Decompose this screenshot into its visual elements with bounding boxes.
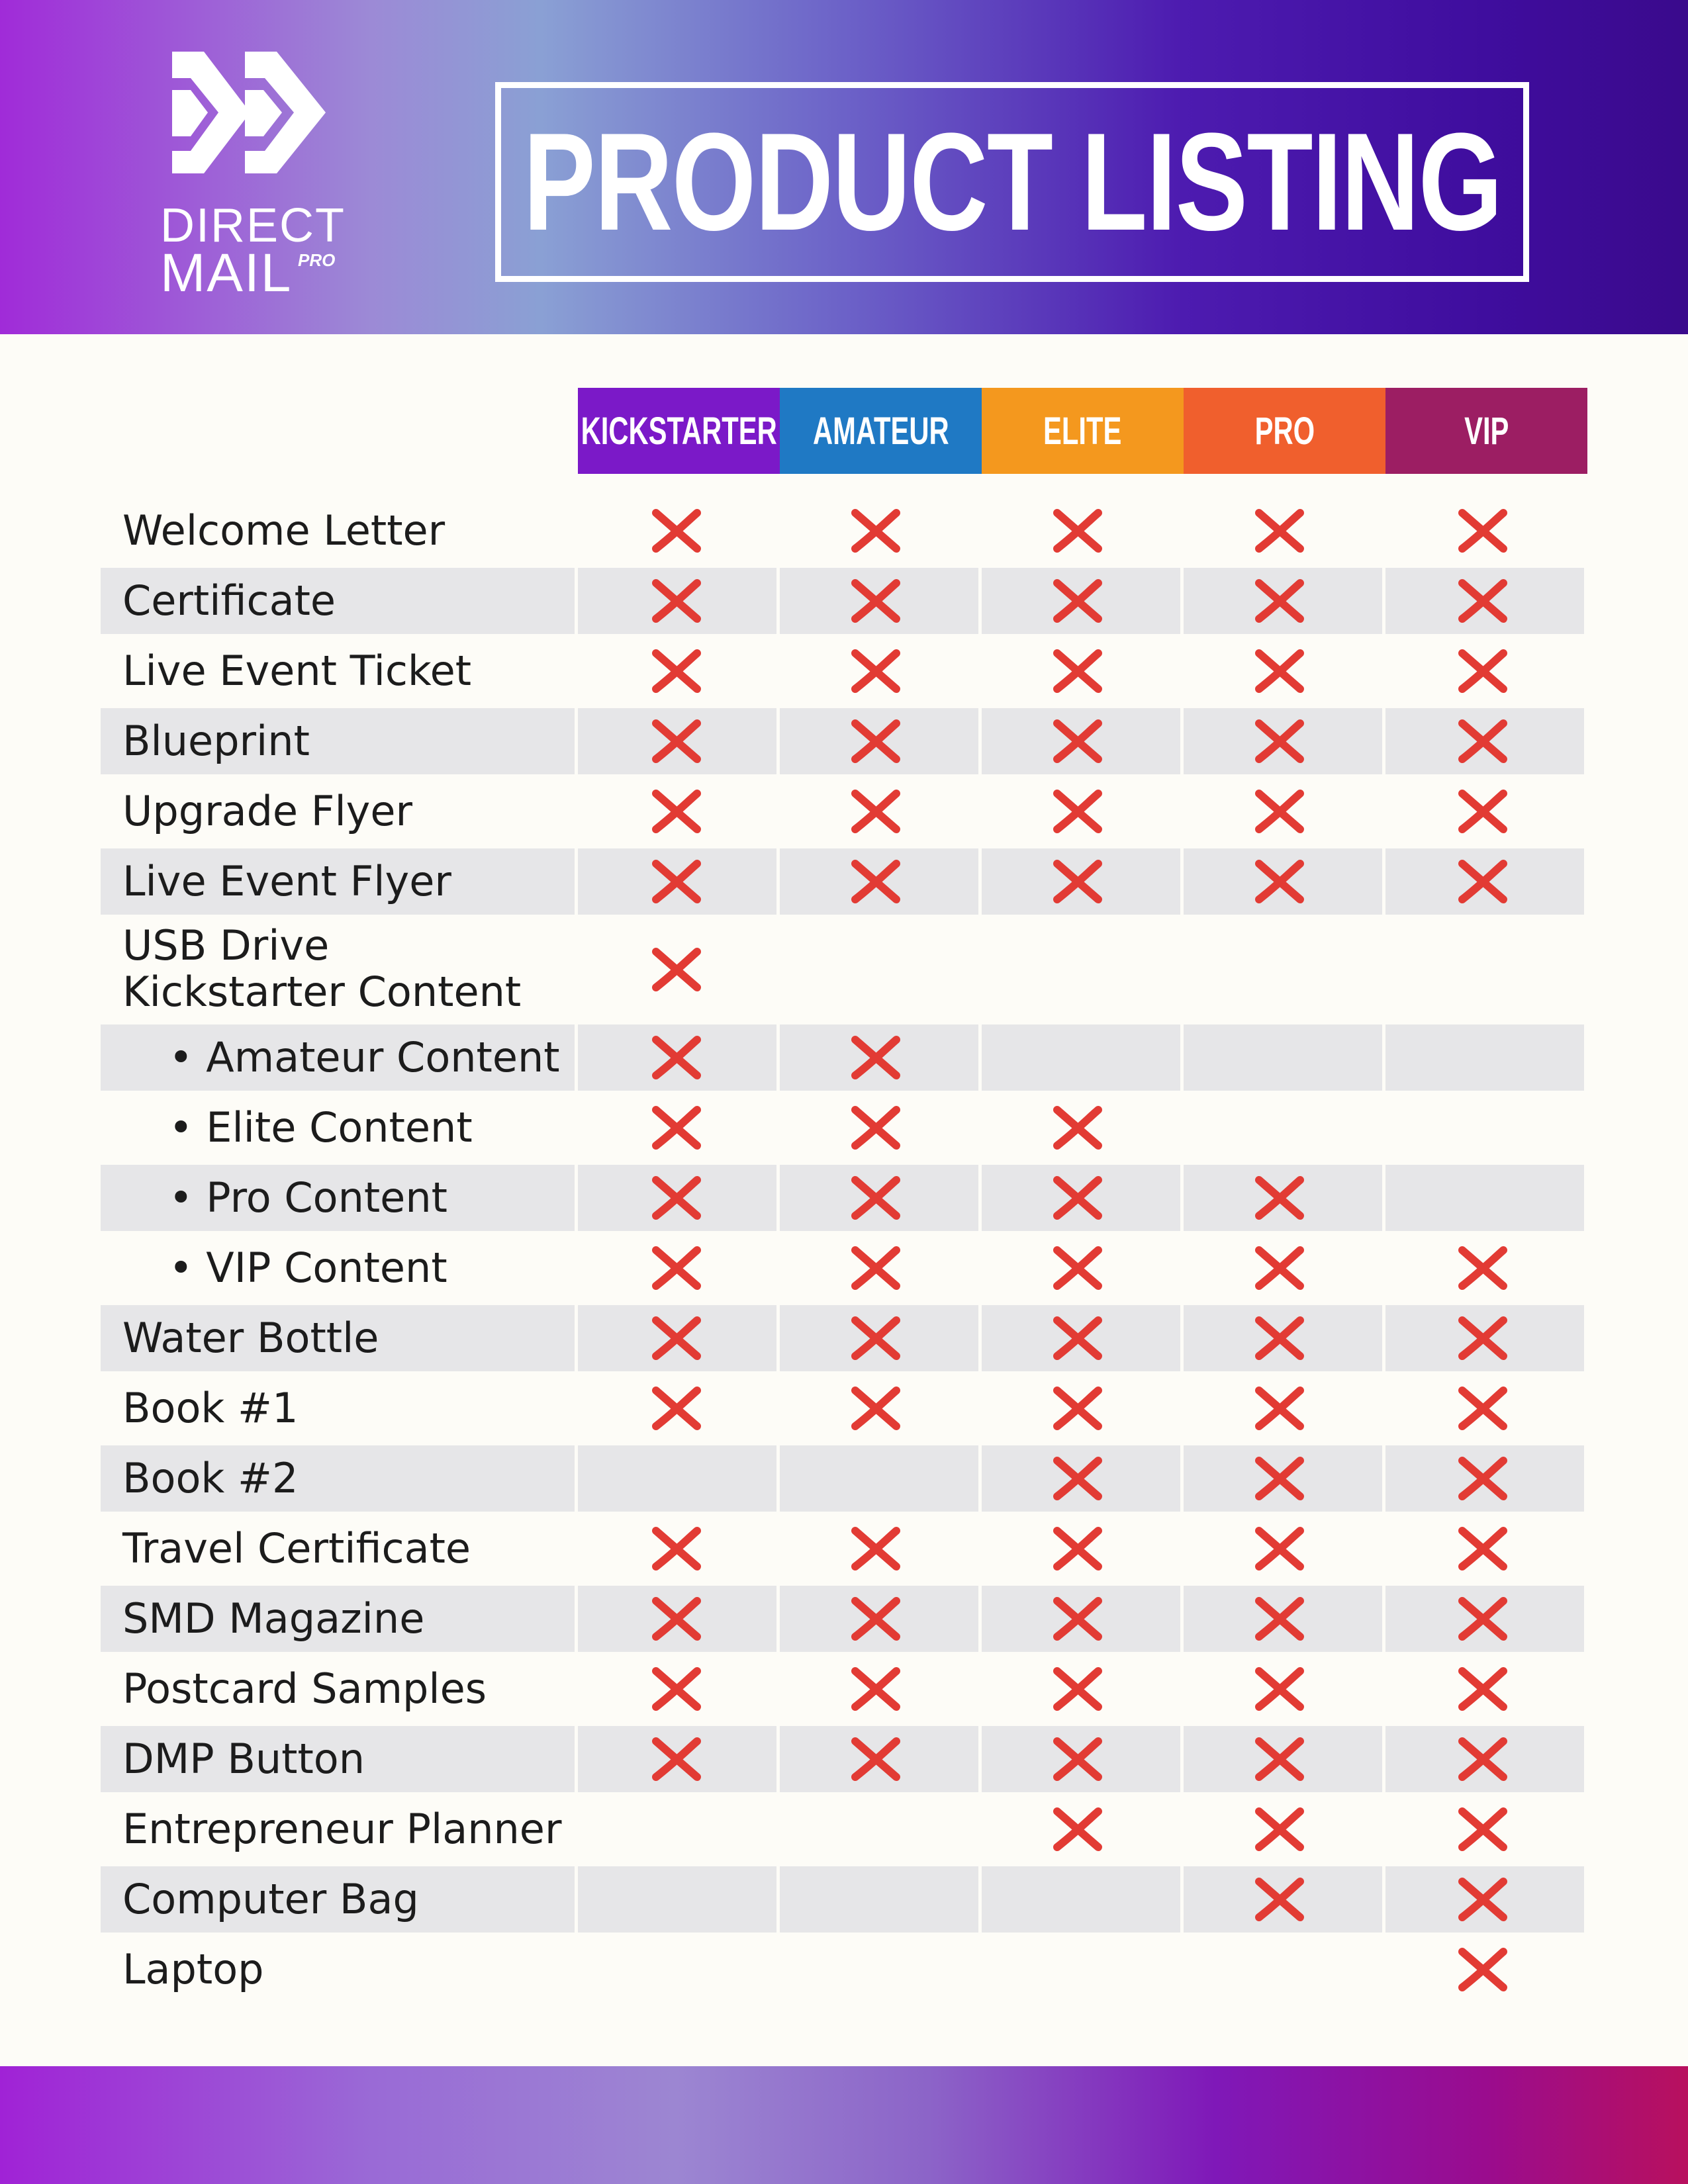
row-label: Postcard Samples — [122, 1664, 487, 1713]
included-x-mark-icon — [651, 1666, 702, 1712]
included-x-mark-icon — [1254, 788, 1305, 835]
row-label: Live Event Flyer — [122, 857, 451, 905]
row-label: • Amateur Content — [169, 1033, 560, 1081]
included-x-mark-icon — [1254, 1806, 1305, 1852]
included-x-mark-icon — [651, 1175, 702, 1221]
included-x-mark-icon — [850, 1666, 902, 1712]
included-x-mark-icon — [1052, 1105, 1103, 1151]
included-x-mark-icon — [850, 1596, 902, 1642]
table-row — [0, 708, 1688, 774]
included-x-mark-icon — [1052, 1736, 1103, 1782]
included-x-mark-icon — [1052, 1385, 1103, 1432]
included-x-mark-icon — [850, 1385, 902, 1432]
included-x-mark-icon — [651, 508, 702, 554]
included-x-mark-icon — [651, 1525, 702, 1572]
tier-label: ELITE — [1043, 409, 1122, 453]
included-x-mark-icon — [1457, 1876, 1509, 1923]
included-x-mark-icon — [1457, 1315, 1509, 1361]
logo-text-direct: DIRECT — [160, 199, 346, 252]
included-x-mark-icon — [1457, 1806, 1509, 1852]
row-label: • Elite Content — [169, 1103, 473, 1152]
row-label: • Pro Content — [169, 1173, 447, 1222]
row-tier-cell — [982, 1024, 1180, 1091]
included-x-mark-icon — [850, 1245, 902, 1291]
included-x-mark-icon — [651, 1385, 702, 1432]
row-label: DMP Button — [122, 1735, 365, 1783]
table-row — [0, 1586, 1688, 1652]
included-x-mark-icon — [850, 788, 902, 835]
tier-label: AMATEUR — [812, 409, 949, 453]
row-label: Computer Bag — [122, 1875, 419, 1923]
row-label: SMD Magazine — [122, 1594, 425, 1643]
included-x-mark-icon — [651, 788, 702, 835]
included-x-mark-icon — [1457, 1385, 1509, 1432]
included-x-mark-icon — [1052, 858, 1103, 905]
table-row — [0, 1516, 1688, 1582]
tier-label: VIP — [1464, 409, 1509, 453]
table-row — [0, 1726, 1688, 1792]
table-row — [0, 1235, 1688, 1301]
table-row — [0, 1866, 1688, 1933]
row-tier-cell — [982, 1866, 1180, 1933]
table-row — [0, 1375, 1688, 1441]
included-x-mark-icon — [850, 648, 902, 694]
row-label: Book #2 — [122, 1454, 299, 1502]
included-x-mark-icon — [1254, 1315, 1305, 1361]
included-x-mark-icon — [1052, 1245, 1103, 1291]
included-x-mark-icon — [850, 578, 902, 624]
included-x-mark-icon — [1254, 1876, 1305, 1923]
double-chevron-right-icon — [172, 52, 331, 197]
included-x-mark-icon — [1457, 508, 1509, 554]
footer-banner — [0, 2066, 1688, 2184]
included-x-mark-icon — [1254, 1736, 1305, 1782]
row-label: Water Bottle — [122, 1314, 379, 1362]
included-x-mark-icon — [1254, 1175, 1305, 1221]
table-row — [0, 1305, 1688, 1371]
table-row — [0, 498, 1688, 564]
included-x-mark-icon — [1254, 508, 1305, 554]
included-x-mark-icon — [651, 1034, 702, 1081]
tier-header-kickstarter — [578, 388, 780, 474]
row-tier-cell — [1385, 1165, 1584, 1231]
title-frame — [495, 82, 1529, 282]
header-banner — [0, 0, 1688, 334]
included-x-mark-icon — [1254, 1245, 1305, 1291]
included-x-mark-icon — [1052, 1315, 1103, 1361]
row-label: Book #1 — [122, 1384, 299, 1432]
included-x-mark-icon — [1052, 1596, 1103, 1642]
included-x-mark-icon — [1052, 1455, 1103, 1502]
row-label: Live Event Ticket — [122, 647, 472, 695]
row-label: Laptop — [122, 1945, 264, 1993]
included-x-mark-icon — [1457, 1455, 1509, 1502]
included-x-mark-icon — [651, 1105, 702, 1151]
included-x-mark-icon — [850, 508, 902, 554]
row-label: Welcome Letter — [122, 506, 445, 555]
row-label: Certificate — [122, 576, 336, 625]
included-x-mark-icon — [850, 1105, 902, 1151]
table-row — [0, 919, 1688, 1021]
included-x-mark-icon — [1052, 1666, 1103, 1712]
included-x-mark-icon — [1052, 1525, 1103, 1572]
included-x-mark-icon — [651, 718, 702, 764]
included-x-mark-icon — [1457, 858, 1509, 905]
included-x-mark-icon — [651, 648, 702, 694]
included-x-mark-icon — [651, 946, 702, 993]
table-row — [0, 848, 1688, 915]
included-x-mark-icon — [1457, 1736, 1509, 1782]
included-x-mark-icon — [850, 718, 902, 764]
table-row — [0, 568, 1688, 634]
included-x-mark-icon — [1457, 578, 1509, 624]
table-row — [0, 1165, 1688, 1231]
included-x-mark-icon — [1254, 1385, 1305, 1432]
table-row — [0, 778, 1688, 844]
row-tier-cell — [780, 1445, 978, 1512]
row-tier-cell — [1385, 1024, 1584, 1091]
included-x-mark-icon — [1254, 1666, 1305, 1712]
row-tier-cell — [578, 1445, 776, 1512]
row-tier-cell — [578, 1866, 776, 1933]
row-label: Upgrade Flyer — [122, 787, 412, 835]
row-label: Entrepreneur Planner — [122, 1805, 562, 1853]
logo-badge-pro: PRO — [298, 250, 336, 270]
included-x-mark-icon — [1254, 1525, 1305, 1572]
included-x-mark-icon — [1254, 648, 1305, 694]
included-x-mark-icon — [651, 1736, 702, 1782]
table-row — [0, 1095, 1688, 1161]
included-x-mark-icon — [850, 1736, 902, 1782]
included-x-mark-icon — [1457, 1596, 1509, 1642]
included-x-mark-icon — [651, 1315, 702, 1361]
table-row — [0, 1796, 1688, 1862]
included-x-mark-icon — [850, 1315, 902, 1361]
logo-text-mail: MAIL — [160, 243, 293, 303]
included-x-mark-icon — [651, 1596, 702, 1642]
tier-header-pro — [1184, 388, 1385, 474]
included-x-mark-icon — [1052, 718, 1103, 764]
included-x-mark-icon — [1457, 1666, 1509, 1712]
row-label: Blueprint — [122, 717, 310, 765]
row-tier-cell — [1184, 1024, 1382, 1091]
direct-mail-pro-logo — [154, 40, 372, 311]
tier-header-vip — [1385, 388, 1587, 474]
page-title: PRODUCT LISTING — [522, 104, 1502, 259]
table-row — [0, 1445, 1688, 1512]
included-x-mark-icon — [850, 1175, 902, 1221]
included-x-mark-icon — [1457, 788, 1509, 835]
table-row — [0, 1656, 1688, 1722]
included-x-mark-icon — [850, 1525, 902, 1572]
tier-header-elite — [982, 388, 1184, 474]
tier-label: KICKSTARTER — [581, 409, 777, 453]
included-x-mark-icon — [1052, 1175, 1103, 1221]
row-label: USB Drive Kickstarter Content — [122, 921, 522, 1016]
included-x-mark-icon — [1254, 578, 1305, 624]
included-x-mark-icon — [850, 858, 902, 905]
included-x-mark-icon — [1052, 508, 1103, 554]
table-row — [0, 1024, 1688, 1091]
included-x-mark-icon — [1457, 648, 1509, 694]
row-label: • VIP Content — [169, 1244, 447, 1292]
tier-label: PRO — [1254, 409, 1315, 453]
included-x-mark-icon — [1457, 1946, 1509, 1993]
row-label: Travel Certificate — [122, 1524, 471, 1572]
included-x-mark-icon — [1052, 648, 1103, 694]
row-tier-cell — [780, 1866, 978, 1933]
included-x-mark-icon — [1254, 718, 1305, 764]
included-x-mark-icon — [1052, 578, 1103, 624]
tier-header-amateur — [780, 388, 982, 474]
included-x-mark-icon — [1457, 718, 1509, 764]
included-x-mark-icon — [1254, 858, 1305, 905]
included-x-mark-icon — [651, 1245, 702, 1291]
included-x-mark-icon — [1457, 1245, 1509, 1291]
included-x-mark-icon — [1052, 788, 1103, 835]
included-x-mark-icon — [1254, 1596, 1305, 1642]
included-x-mark-icon — [1254, 1455, 1305, 1502]
included-x-mark-icon — [651, 858, 702, 905]
included-x-mark-icon — [1457, 1525, 1509, 1572]
included-x-mark-icon — [850, 1034, 902, 1081]
included-x-mark-icon — [651, 578, 702, 624]
table-row — [0, 1936, 1688, 2003]
table-row — [0, 638, 1688, 704]
included-x-mark-icon — [1052, 1806, 1103, 1852]
